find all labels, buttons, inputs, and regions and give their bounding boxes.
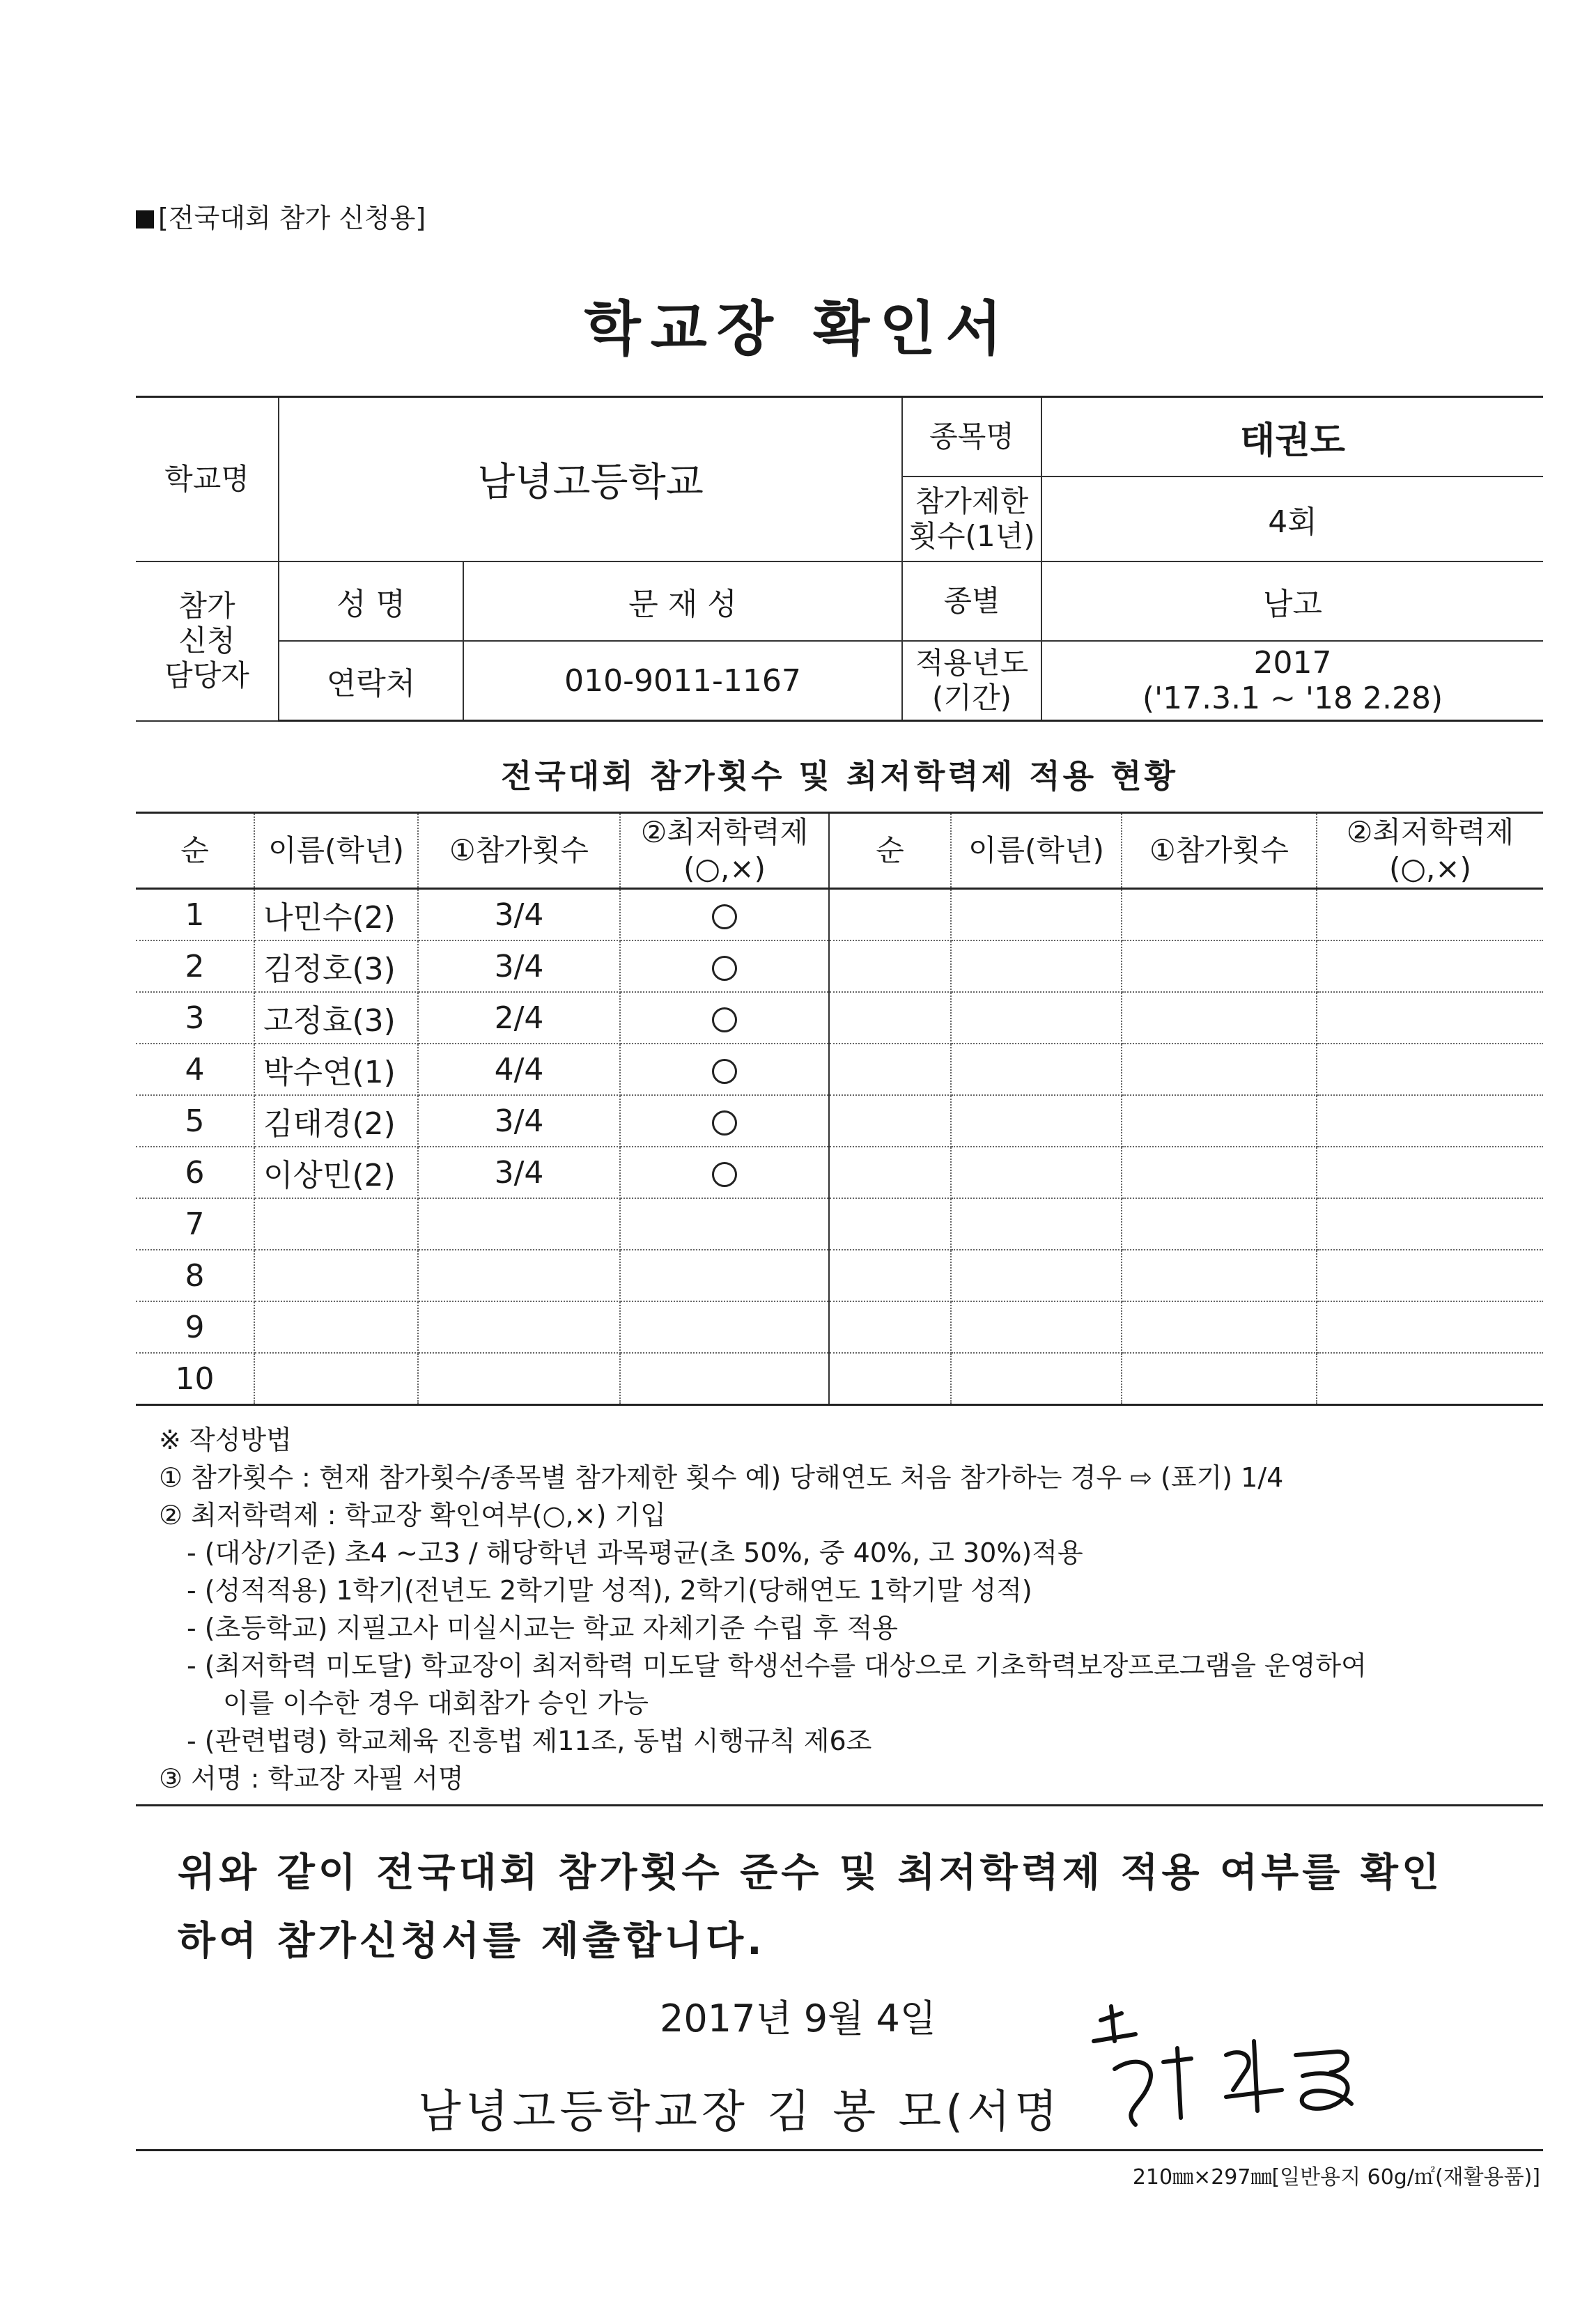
row-name-2 [951, 1250, 1122, 1301]
row-min-mark-2 [1317, 992, 1543, 1044]
gender-value: 남고 [1041, 561, 1543, 641]
table-row [136, 1147, 1543, 1198]
row-min-mark [620, 1198, 829, 1250]
roster-table [136, 812, 1543, 1406]
roster-subtitle: 전국대회 참가횟수 및 최저학력제 적용 현황 [501, 757, 1178, 795]
row-no-2 [829, 1250, 951, 1301]
row-name [254, 1301, 418, 1353]
row-name-2 [951, 1301, 1122, 1353]
row-name-2 [951, 992, 1122, 1044]
table-row [136, 1044, 1543, 1095]
row-min-mark [620, 1147, 829, 1198]
note-2-sub-4-cont: 이를 이수한 경우 대회참가 승인 가능 [223, 1688, 649, 1719]
row-count [418, 1301, 620, 1353]
row-min-mark-2 [1317, 889, 1543, 941]
circle-mark-icon [712, 1007, 737, 1032]
row-min-mark [620, 889, 829, 941]
row-min-mark-2 [1317, 1147, 1543, 1198]
school-name: 남녕고등학교 [279, 397, 902, 562]
header-min-2: ②최저학력제 (○,×) [1317, 813, 1543, 889]
row-count-2 [1122, 1198, 1317, 1250]
row-count: 3/4 [418, 889, 620, 941]
row-name [254, 1198, 418, 1250]
table-row [136, 992, 1543, 1044]
circle-mark-icon [712, 1162, 737, 1187]
signing-date: 2017년 9월 4일 [660, 1997, 936, 2040]
sport-label: 종목명 [902, 397, 1041, 477]
table-row [136, 1301, 1543, 1353]
school-label: 학교명 [136, 397, 279, 562]
row-count [418, 1198, 620, 1250]
notes-heading: ※ 작성방법 [159, 1425, 292, 1455]
handwritten-signature [1073, 1992, 1365, 2132]
row-name: 고정효(3) [254, 992, 418, 1044]
header-no-2: 순 [829, 813, 951, 889]
note-2-sub-3: - (초등학교) 지필고사 미실시교는 학교 자체기준 수립 후 적용 [187, 1613, 898, 1643]
table-row [136, 1095, 1543, 1147]
row-count [418, 1353, 620, 1405]
limit-value: 4회 [1041, 477, 1543, 561]
form-tag: [전국대회 참가 신청용] [136, 196, 426, 235]
limit-label: 참가제한 횟수(1년) [902, 477, 1041, 561]
row-name: 나민수(2) [254, 889, 418, 941]
row-name-2 [951, 1198, 1122, 1250]
row-no-2 [829, 1301, 951, 1353]
circle-mark-icon [712, 1059, 737, 1084]
circle-mark-icon [712, 1110, 737, 1136]
row-no: 5 [136, 1095, 254, 1147]
row-min-mark [620, 940, 829, 992]
row-min-mark [620, 1250, 829, 1301]
row-min-mark [620, 992, 829, 1044]
paper-spec: 210㎜×297㎜[일반용지 60g/㎡(재활용품)] [1132, 2165, 1540, 2190]
row-count-2 [1122, 1353, 1317, 1405]
row-min-mark [620, 1301, 829, 1353]
contact-label: 연락처 [279, 641, 463, 721]
row-name-2 [951, 889, 1122, 941]
row-count: 3/4 [418, 1095, 620, 1147]
row-no: 2 [136, 940, 254, 992]
principal-name: 남녕고등학교장 김 봉 모(서명 [418, 2086, 1062, 2138]
applicant-label: 참가 신청 담당자 [136, 561, 279, 721]
row-min-mark [620, 1095, 829, 1147]
row-name: 박수연(1) [254, 1044, 418, 1095]
row-count-2 [1122, 1301, 1317, 1353]
note-2: ② 최저학력제 : 학교장 확인여부(○,×) 기입 [159, 1500, 666, 1531]
row-count-2 [1122, 992, 1317, 1044]
note-2-sub-2: - (성적적용) 1학기(전년도 2학기말 성적), 2학기(당해연도 1학기말 성적) [187, 1575, 1032, 1606]
row-min-mark-2 [1317, 1250, 1543, 1301]
row-min-mark-2 [1317, 1198, 1543, 1250]
row-count-2 [1122, 889, 1317, 941]
row-no: 7 [136, 1198, 254, 1250]
note-2-sub-1: - (대상/기준) 초4 ~고3 / 해당학년 과목평균(초 50%, 중 40%, 고 30%)적용 [187, 1537, 1083, 1568]
table-row [136, 889, 1543, 941]
row-min-mark-2 [1317, 1095, 1543, 1147]
row-name-2 [951, 1095, 1122, 1147]
table-row [136, 1198, 1543, 1250]
row-name: 김태경(2) [254, 1095, 418, 1147]
note-1: ① 참가횟수 : 현재 참가횟수/종목별 참가제한 횟수 예) 당해연도 처음 참가하는 경우 ⇨ (표기) 1/4 [159, 1462, 1284, 1493]
header-min: ②최저학력제 (○,×) [620, 813, 829, 889]
row-no-2 [829, 1147, 951, 1198]
note-2-sub-4: - (최저학력 미도달) 학교장이 최저학력 미도달 학생선수를 대상으로 기초학력보장프로그램을 운영하여 [187, 1650, 1367, 1681]
row-no-2 [829, 940, 951, 992]
row-min-mark-2 [1317, 1353, 1543, 1405]
row-count-2 [1122, 940, 1317, 992]
table-row [136, 940, 1543, 992]
contact-name: 문 재 성 [463, 561, 902, 641]
footer-divider [136, 2149, 1543, 2151]
row-no: 8 [136, 1250, 254, 1301]
header-count-2: ①참가횟수 [1122, 813, 1317, 889]
row-name-2 [951, 1044, 1122, 1095]
row-count [418, 1250, 620, 1301]
row-count: 3/4 [418, 940, 620, 992]
table-row [136, 1353, 1543, 1405]
row-name [254, 1250, 418, 1301]
header-no: 순 [136, 813, 254, 889]
row-name-2 [951, 1353, 1122, 1405]
row-no: 10 [136, 1353, 254, 1405]
row-no: 3 [136, 992, 254, 1044]
row-count-2 [1122, 1147, 1317, 1198]
divider [136, 1804, 1543, 1806]
year-label: 적용년도 (기간) [902, 641, 1041, 721]
header-count: ①참가횟수 [418, 813, 620, 889]
sport-value: 태권도 [1041, 397, 1543, 477]
row-count-2 [1122, 1044, 1317, 1095]
row-count-2 [1122, 1250, 1317, 1301]
row-no-2 [829, 1044, 951, 1095]
row-min-mark [620, 1353, 829, 1405]
row-no-2 [829, 889, 951, 941]
row-min-mark-2 [1317, 940, 1543, 992]
row-min-mark-2 [1317, 1044, 1543, 1095]
table-row [136, 1250, 1543, 1301]
row-count: 2/4 [418, 992, 620, 1044]
document-title: 학교장 확인서 [584, 295, 1012, 363]
row-no-2 [829, 992, 951, 1044]
row-no-2 [829, 1095, 951, 1147]
note-2-sub-5: - (관련법령) 학교체육 진흥법 제11조, 동법 시행규칙 제6조 [187, 1726, 872, 1756]
row-min-mark-2 [1317, 1301, 1543, 1353]
square-bullet-icon [136, 210, 154, 228]
contact-number: 010-9011-1167 [463, 641, 902, 721]
row-min-mark [620, 1044, 829, 1095]
row-count: 4/4 [418, 1044, 620, 1095]
note-3: ③ 서명 : 학교장 자필 서명 [159, 1763, 464, 1794]
circle-mark-icon [712, 956, 737, 981]
gender-label: 종별 [902, 561, 1041, 641]
info-table [136, 396, 1543, 722]
row-no: 9 [136, 1301, 254, 1353]
row-no-2 [829, 1198, 951, 1250]
confirmation-text: 위와 같이 전국대회 참가횟수 준수 및 최저학력제 적용 여부를 확인 하여 참가신청서를 제출합니다. [178, 1850, 1443, 1964]
row-no: 1 [136, 889, 254, 941]
row-count: 3/4 [418, 1147, 620, 1198]
row-no: 6 [136, 1147, 254, 1198]
row-name-2 [951, 1147, 1122, 1198]
row-name [254, 1353, 418, 1405]
row-name-2 [951, 940, 1122, 992]
name-label: 성 명 [279, 561, 463, 641]
row-count-2 [1122, 1095, 1317, 1147]
header-name-2: 이름(학년) [951, 813, 1122, 889]
row-name: 김정호(3) [254, 940, 418, 992]
instructions [159, 1421, 1545, 1797]
circle-mark-icon [712, 904, 737, 929]
row-no-2 [829, 1353, 951, 1405]
header-name: 이름(학년) [254, 813, 418, 889]
year-value: 2017 ('17.3.1 ~ '18 2.28) [1041, 641, 1543, 721]
row-name: 이상민(2) [254, 1147, 418, 1198]
row-no: 4 [136, 1044, 254, 1095]
